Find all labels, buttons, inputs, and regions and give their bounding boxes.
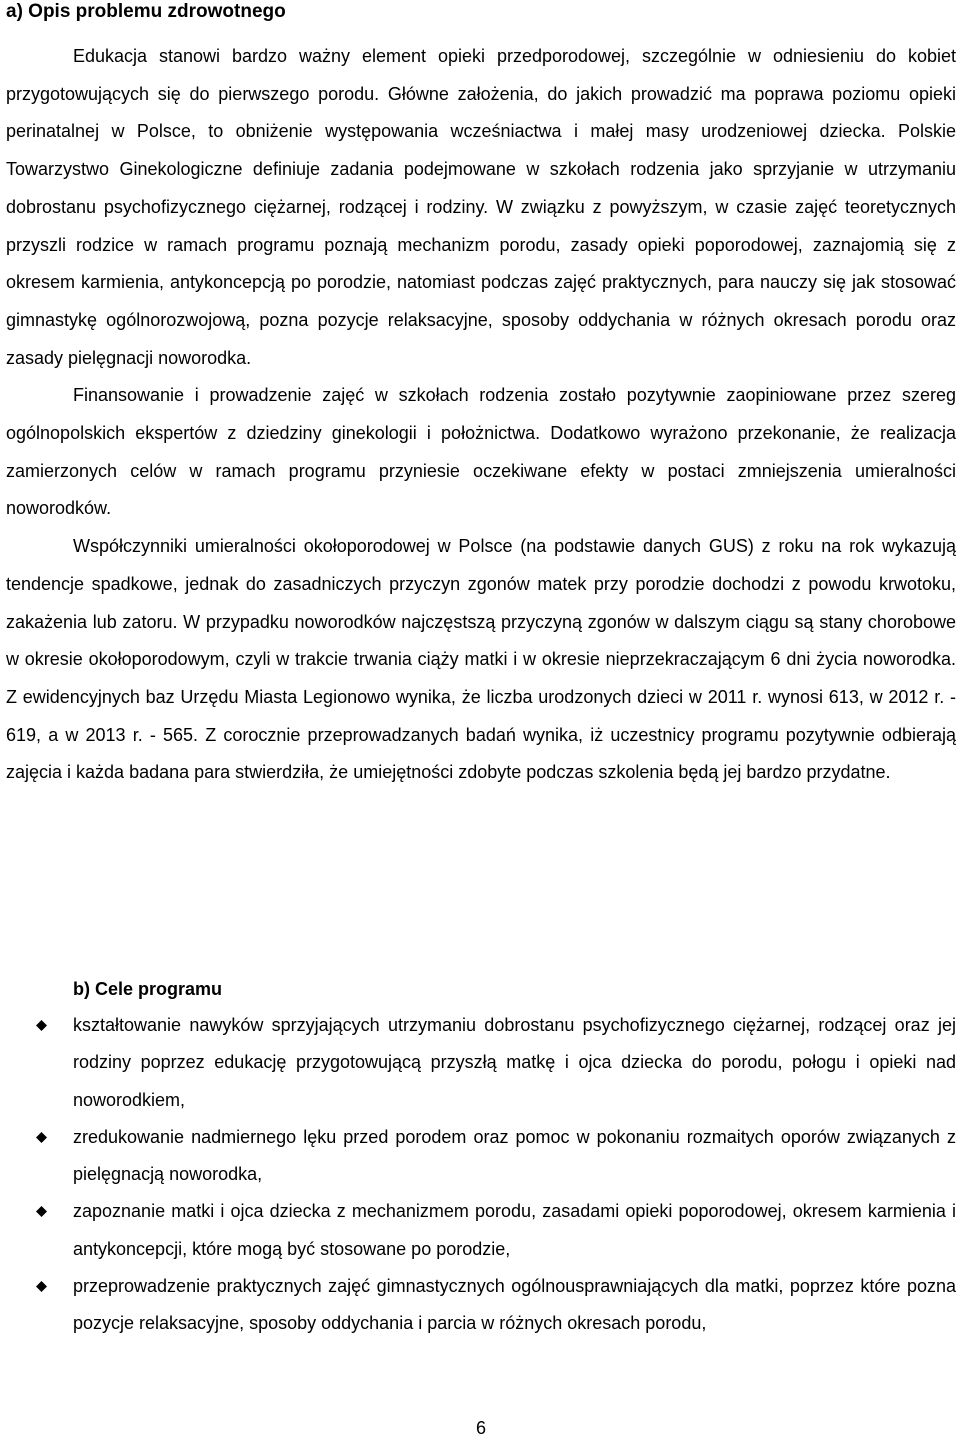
diamond-bullet-icon — [36, 1281, 47, 1292]
page-number: 6 — [475, 1418, 486, 1438]
list-item — [6, 1007, 956, 1119]
diamond-bullet-icon — [36, 1132, 47, 1143]
paragraph-mortality: Współczynniki umieralności okołoporodowej w Polsce (na podstawie danych GUS) z roku na rok wykazują tendencje spadkowe, jednak do zasadniczych przyczyn zgonów matek przy porodzie dochodzi z powodu krwotoku, zakażenia lub zatoru. W przypadku noworodków najczęstszą przyczyną zgonów w dalszym ciągu są stany chorobowe w okresie okołoporodowym, czyli w trakcie trwania ciąży matki i w okresie nieprzekraczającym 6 dni życia noworodka. Z ewidencyjnych baz Urzędu Miasta Legionowo wynika, że liczba urodzonych dzieci w 2011 r. wynosi 613, w 2012 r. - 619, a w 2013 r. - 565. Z corocznie przeprowadzanych badań wynika, iż uczestnicy programu pozytywnie odbierają zajęcia i każda badana para stwierdziła, że umiejętności zdobyte podczas szkolenia będą jej bardzo przydatne. — [6, 536, 956, 783]
goal-text: zapoznanie matki i ojca dziecka z mechanizmem porodu, zasadami opieki poporodowej, okresem karmienia i antykoncepcji, które mogą być stosowane po porodzie, — [73, 1201, 956, 1259]
list-item — [6, 1193, 956, 1268]
section-a-heading: a) Opis problemu zdrowotnego — [6, 1, 286, 22]
list-item — [6, 1268, 956, 1343]
goal-text: kształtowanie nawyków sprzyjających utrzymaniu dobrostanu psychofizycznego ciężarnej, rodzącej oraz jej rodziny poprzez edukację przygotowującą przyszłą matkę i ojca dziecka do porodu, połogu i opieki nad noworodkiem, — [73, 1015, 956, 1110]
list-item — [6, 1119, 956, 1194]
section-b-heading: b) Cele programu — [73, 979, 223, 999]
section-a-body — [6, 38, 956, 792]
goals-list — [6, 1007, 956, 1343]
goal-text: przeprowadzenie praktycznych zajęć gimnastycznych ogólnousprawniających dla matki, poprzez które pozna pozycje relaksacyjne, sposoby oddychania i parcia w różnych okresach porodu, — [73, 1276, 956, 1334]
paragraph-financing: Finansowanie i prowadzenie zajęć w szkołach rodzenia zostało pozytywnie zaopiniowane przez szereg ogólnopolskich ekspertów z dziedziny ginekologii i położnictwa. Dodatkowo wyrażono przekonanie, że realizacja zamierzonych celów w ramach programu przyniesie oczekiwane efekty w postaci zmniejszenia umieralności noworodków. — [6, 385, 956, 519]
document-page — [6, 0, 956, 1440]
diamond-bullet-icon — [36, 1020, 47, 1031]
diamond-bullet-icon — [36, 1206, 47, 1217]
goal-text: zredukowanie nadmiernego lęku przed porodem oraz pomoc w pokonaniu rozmaitych oporów związanych z pielęgnacją noworodka, — [73, 1126, 956, 1185]
paragraph-education: Edukacja stanowi bardzo ważny element opieki przedporodowej, szczególnie w odniesieniu do kobiet przygotowujących się do pierwszego porodu. Główne założenia, do jakich prowadzić ma poprawa poziomu opieki perinatalnej w Polsce, to obniżenie występowania wcześniactwa i małej masy urodzeniowej dziecka. Polskie Towarzystwo Ginekologiczne definiuje zadania podejmowane w szkołach rodzenia jako sprzyjanie w utrzymaniu dobrostanu psychofizycznego ciężarnej, rodzącej i rodziny. W związku z powyższym, w czasie zajęć teoretycznych przyszli rodzice w ramach programu poznają mechanizm porodu, zasady opieki poporodowej, zaznajomią się z okresem karmienia, antykoncepcją po porodzie, natomiast podczas zajęć praktycznych, para nauczy się jak stosować gimnastykę ogólnorozwojową, pozna pozycje relaksacyjne, sposoby oddychania w różnych okresach porodu oraz zasady pielęgnacji noworodka. — [6, 46, 956, 368]
